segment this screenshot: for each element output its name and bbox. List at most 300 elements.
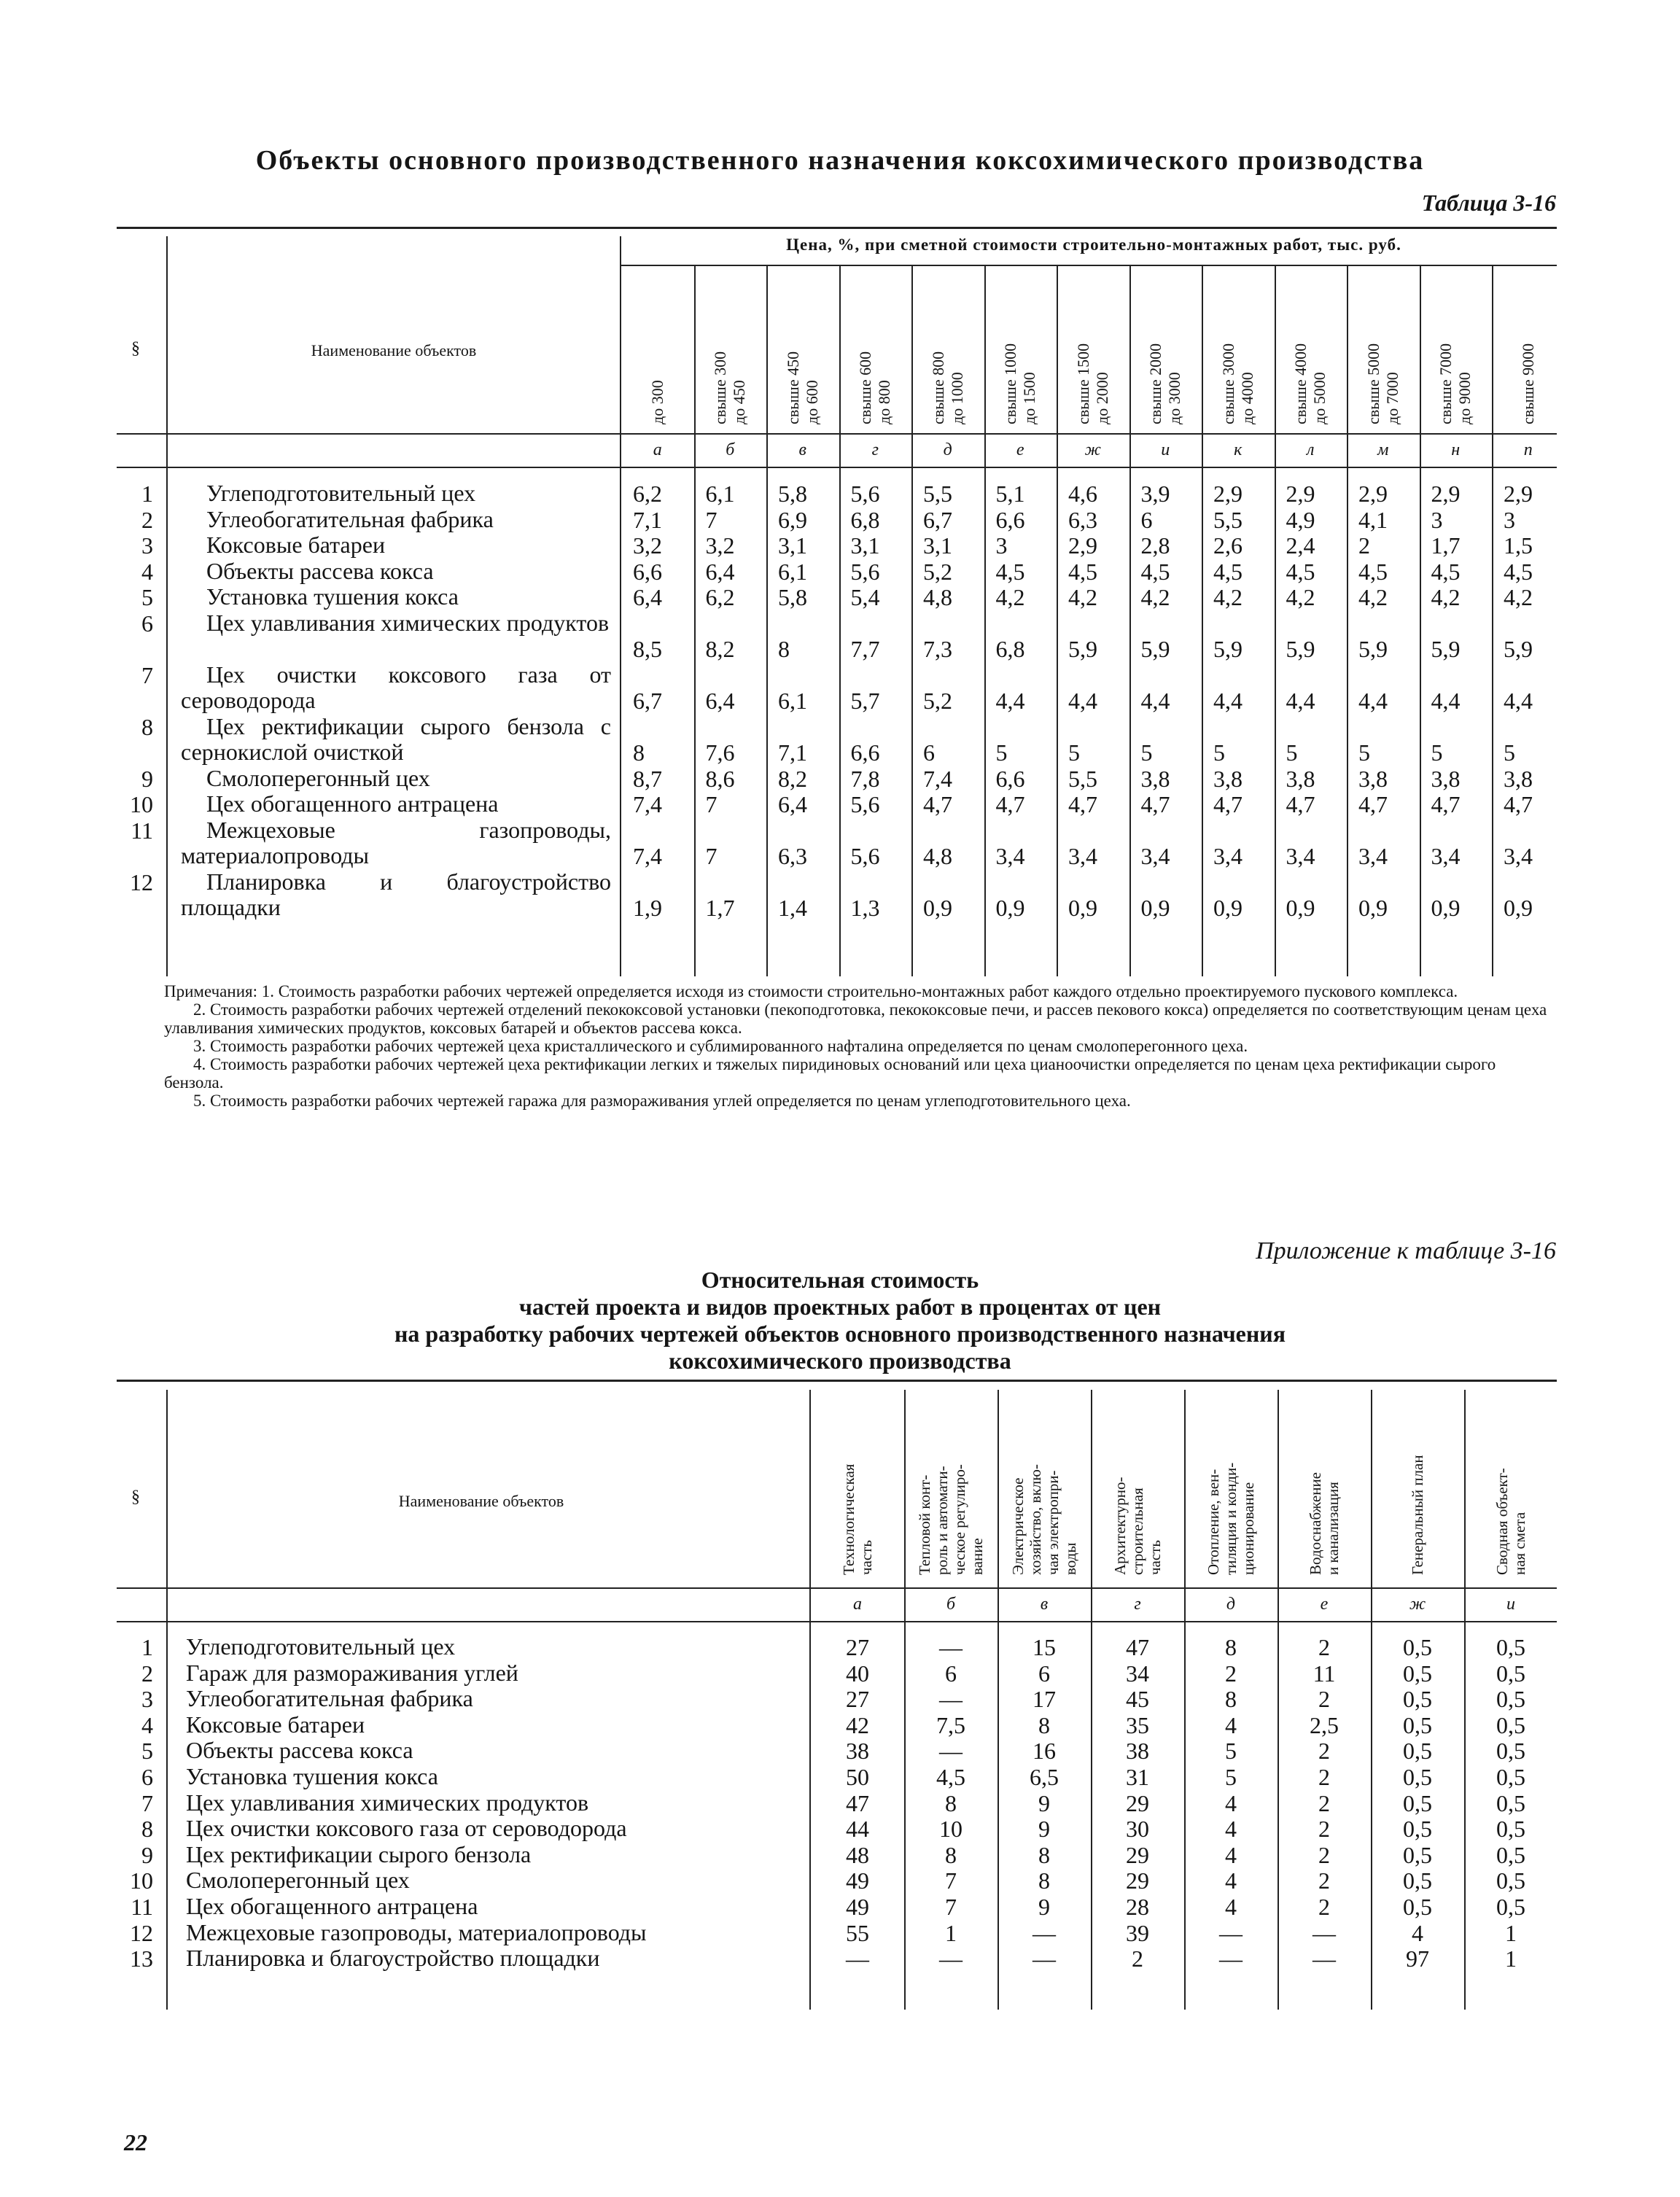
appendix-title-line: коксохимического производства [669, 1348, 1011, 1374]
table2-row-name: Установка тушения кокса [186, 1763, 438, 1789]
column-header-label: свыше 1500 до 2000 [1073, 343, 1111, 424]
column-header [711, 279, 749, 424]
column-letter: е [1016, 440, 1024, 459]
cell-value: 3 [995, 532, 1008, 559]
col-rule [1202, 266, 1203, 976]
cell-value: 8 [633, 739, 645, 766]
table2-cell-value: 7 [945, 1894, 957, 1920]
row-number: 6 [141, 610, 153, 637]
col-rule [1492, 266, 1493, 976]
table2-cell-value: 8 [1225, 1686, 1237, 1713]
table2-cell-value: 1 [1505, 1945, 1517, 1972]
column-letter: д [943, 440, 952, 459]
table2-cell-value: — [939, 1634, 962, 1660]
cell-value: 4,4 [1431, 688, 1461, 714]
table2-cell-value: 27 [846, 1634, 869, 1660]
table2-cell-value: — [1219, 1919, 1242, 1946]
column-header-label: свыше 5000 до 7000 [1364, 343, 1401, 424]
cell-value: 4,5 [1286, 558, 1315, 585]
cell-value: 4,2 [1358, 584, 1388, 610]
table2-column-header-label: Генеральный план [1409, 1455, 1426, 1575]
table2-column-letter: в [1040, 1595, 1049, 1614]
column-header-label: свыше 800 до 1000 [928, 351, 966, 424]
table2-cell-value: 8 [945, 1789, 957, 1816]
row-number: 3 [141, 532, 153, 559]
cell-value: 0,9 [1140, 895, 1170, 921]
table2-row-name: Планировка и благоустройство площадки [186, 1945, 600, 1972]
table2-row-number: 12 [130, 1919, 153, 1946]
table2-column-header-label: Архитектурно- строительная часть [1111, 1477, 1164, 1575]
column-header-label: свыше 9000 [1518, 343, 1537, 424]
cell-value: 4,2 [1286, 584, 1315, 610]
row-number: 11 [131, 817, 153, 844]
table2-row-name: Углеобогатительная фабрика [186, 1685, 473, 1712]
cell-value: 5,9 [1358, 636, 1388, 662]
table2-cell-value: 0,5 [1496, 1764, 1525, 1790]
cell-value: 4,2 [995, 584, 1025, 610]
table2-cell-value: 0,5 [1403, 1867, 1432, 1894]
note-paragraph: 3. Стоимость разработки рабочих чертежей цеха кристаллического и сублимированного нафталина определяется по ценам смолоперегонного цеха. [193, 1037, 1248, 1055]
cell-value: 5 [1068, 739, 1080, 766]
table2-cell-value: 16 [1032, 1738, 1056, 1765]
table2-cell-value: 45 [1126, 1686, 1149, 1713]
column-header [1001, 279, 1039, 424]
col-rule [839, 266, 841, 976]
table2-cell-value: 0,5 [1496, 1711, 1525, 1738]
cell-value: 4,2 [1213, 584, 1242, 610]
cell-value: 4,7 [923, 791, 952, 817]
table2-cell-value: 2 [1318, 1686, 1330, 1713]
table2-row-number: 4 [141, 1711, 153, 1738]
table2-cell-value: — [1312, 1919, 1336, 1946]
cell-value: 4,7 [1213, 791, 1242, 817]
cell-value: 6,1 [778, 688, 807, 714]
row-number: 9 [141, 765, 153, 792]
table2-cell-value: — [939, 1686, 962, 1713]
col-rule [1420, 266, 1421, 976]
cell-value: 6,4 [705, 688, 735, 714]
cell-value: 6,7 [633, 688, 662, 714]
appendix-title-line: Относительная стоимость [701, 1267, 979, 1293]
column-header-label: свыше 300 до 450 [711, 351, 749, 424]
table2-col-rule-num [166, 1390, 168, 2010]
table2-cell-value: 7 [945, 1867, 957, 1894]
appendix-title [0, 1267, 1680, 1374]
note-paragraph: Примечания: 1. Стоимость разработки рабочих чертежей определяется исходя из стоимости строительно-монтажных работ каждого отдельно проектируемого пускового комплекса. [164, 982, 1458, 1000]
cell-value: 0,9 [1213, 895, 1242, 921]
table2-row-number: 11 [131, 1894, 153, 1920]
column-header-label: до 300 [648, 380, 666, 424]
page-number: 22 [124, 2129, 147, 2155]
notes-block [164, 982, 1557, 1110]
table2-row-number: 5 [141, 1738, 153, 1765]
cell-value: 2,8 [1140, 532, 1170, 559]
table2-column-header-label: Технологическая часть [840, 1463, 875, 1575]
table2-col-rule-name [809, 1390, 811, 2010]
table2-cell-value: 29 [1126, 1867, 1149, 1894]
table2-cell-value: 44 [846, 1816, 869, 1843]
table2-cell-value: 0,5 [1496, 1789, 1525, 1816]
table2-num-header: § [131, 1488, 140, 1506]
table2-cell-value: — [1312, 1945, 1336, 1972]
table2-cell-value: 39 [1126, 1919, 1149, 1946]
column-header [1436, 279, 1474, 424]
table2-cell-value: 31 [1126, 1764, 1149, 1790]
cell-value: 2,9 [1068, 532, 1097, 559]
table2-cell-value: 5 [1225, 1738, 1237, 1765]
column-header-label: свыше 2000 до 3000 [1146, 343, 1184, 424]
table2-column-header-label: Сводная объект- ная смета [1493, 1468, 1528, 1575]
cell-value: 5 [1504, 739, 1515, 766]
col-rule [1057, 266, 1058, 976]
cell-value: 4,4 [1068, 688, 1097, 714]
table2-row-number: 1 [141, 1634, 153, 1660]
table2-col-rule [1091, 1390, 1092, 2010]
table2-cell-value: 8 [1038, 1867, 1050, 1894]
column-header-label: свыше 1000 до 1500 [1001, 343, 1039, 424]
cell-value: 3,4 [1431, 843, 1461, 869]
table2-column-letter: д [1226, 1595, 1236, 1614]
table2-cell-value: 4 [1225, 1711, 1237, 1738]
column-header [1291, 279, 1329, 424]
column-letter: к [1234, 440, 1242, 459]
cell-value: 2,4 [1286, 532, 1315, 559]
cell-value: 5,5 [923, 481, 952, 507]
table2-cell-value: 9 [1038, 1789, 1050, 1816]
cell-value: 5 [1431, 739, 1443, 766]
row-name: Смолоперегонный цех [206, 764, 430, 791]
table2-column-letter: г [1134, 1595, 1141, 1614]
table2-column-header [1111, 1393, 1164, 1575]
cell-value: 0,9 [1068, 895, 1097, 921]
cell-value: 4,2 [1140, 584, 1170, 610]
col-rule-name [620, 236, 621, 976]
table2-cell-value: 0,5 [1496, 1686, 1525, 1713]
table2-row-number: 3 [141, 1686, 153, 1713]
cell-value: 3,2 [633, 532, 662, 559]
table2-row-number: 2 [141, 1660, 153, 1687]
cell-value: 4,2 [1504, 584, 1533, 610]
cell-value: 4,5 [1068, 558, 1097, 585]
cell-value: 1,9 [633, 895, 662, 921]
cell-value: 0,9 [995, 895, 1025, 921]
table2-cell-value: 0,5 [1496, 1841, 1525, 1868]
cell-value: 8,2 [705, 636, 735, 662]
table2-cell-value: 35 [1126, 1711, 1149, 1738]
table2-cell-value: 4 [1225, 1894, 1237, 1920]
cell-value: 4,7 [1140, 791, 1170, 817]
cell-value: 4,4 [1140, 688, 1170, 714]
table2-cell-value: 49 [846, 1867, 869, 1894]
col-rule [911, 266, 913, 976]
cell-value: 4,7 [1286, 791, 1315, 817]
table2-row-name: Объекты рассева кокса [186, 1737, 413, 1764]
appendix-title-line: на разработку рабочих чертежей объектов основного производственного назначения [394, 1321, 1286, 1347]
header-bottom-rule [117, 433, 1557, 435]
cell-value: 8,7 [633, 765, 662, 792]
cell-value: 3,8 [1431, 765, 1461, 792]
cell-value: 3,4 [1068, 843, 1097, 869]
cell-value: 6,9 [778, 506, 807, 533]
cell-value: 3,4 [1140, 843, 1170, 869]
table2-cell-value: 6 [1038, 1660, 1050, 1687]
cell-value: 7,6 [705, 739, 735, 766]
cell-value: 5,6 [850, 843, 880, 869]
cell-value: 5,2 [923, 688, 952, 714]
table2-column-letter: а [853, 1595, 862, 1614]
row-name: Цех очистки коксового газа от сероводорода [181, 661, 611, 713]
cell-value: 2,9 [1431, 481, 1461, 507]
row-name: Углеподготовительный цех [206, 480, 476, 506]
table2-column-header [1009, 1393, 1079, 1575]
cell-value: 2,9 [1213, 481, 1242, 507]
cell-value: 5,9 [1286, 636, 1315, 662]
table2-cell-value: 4 [1412, 1919, 1423, 1946]
table2-cell-value: 5 [1225, 1764, 1237, 1790]
cell-value: 5,1 [995, 481, 1025, 507]
cell-value: 5,9 [1504, 636, 1533, 662]
cell-value: 4,8 [923, 843, 952, 869]
cell-value: 7,8 [850, 765, 880, 792]
cell-value: 4,2 [1068, 584, 1097, 610]
table2-cell-value: 47 [1126, 1634, 1149, 1660]
cell-value: 4,5 [1213, 558, 1242, 585]
table2-cell-value: 8 [1038, 1711, 1050, 1738]
col-rule [1347, 266, 1348, 976]
table2-col-rule [998, 1390, 999, 2010]
cell-value: 4,8 [923, 584, 952, 610]
column-header [1218, 279, 1256, 424]
cell-value: 6,2 [705, 584, 735, 610]
table2-row-name: Цех улавливания химических продуктов [186, 1789, 589, 1816]
table2-cell-value: 2 [1318, 1841, 1330, 1868]
table2-cell-value: 0,5 [1403, 1894, 1432, 1920]
cell-value: 3,1 [778, 532, 807, 559]
table2-cell-value: 48 [846, 1841, 869, 1868]
table2-cell-value: 27 [846, 1686, 869, 1713]
cell-value: 7,4 [633, 843, 662, 869]
table2-cell-value: 2 [1318, 1894, 1330, 1920]
table2-row-number: 6 [141, 1764, 153, 1790]
table2-top-rule [117, 1380, 1557, 1382]
note-paragraph: 4. Стоимость разработки рабочих чертежей цеха ректификации легких и тяжелых пиридиновых оснований или цеха цианоочистки определяется по ценам цеха ректификации сырого бензола. [164, 1055, 1496, 1092]
cell-value: 2,9 [1358, 481, 1388, 507]
table2-cell-value: 0,5 [1496, 1634, 1525, 1660]
column-letter: н [1451, 440, 1461, 459]
column-header-label: свыше 3000 до 4000 [1218, 343, 1256, 424]
table2-row-number: 9 [141, 1841, 153, 1868]
table2-column-letter: б [946, 1595, 956, 1614]
column-header [643, 279, 672, 424]
column-header [1073, 279, 1111, 424]
appendix-title-line: частей проекта и видов проектных работ в процентах от цен [518, 1294, 1162, 1320]
table2-cell-value: 0,5 [1496, 1867, 1525, 1894]
table2-cell-value: 6 [945, 1660, 957, 1687]
cell-value: 6,1 [778, 558, 807, 585]
table2-cell-value: 0,5 [1403, 1764, 1432, 1790]
cell-value: 7 [705, 791, 718, 817]
table2-cell-value: 0,5 [1403, 1686, 1432, 1713]
cell-value: 0,9 [1286, 895, 1315, 921]
row-number: 10 [130, 791, 153, 817]
cell-value: 3,2 [705, 532, 735, 559]
cell-value: 8,2 [778, 765, 807, 792]
cell-value: 3,8 [1213, 765, 1242, 792]
table2-cell-value: 50 [846, 1764, 869, 1790]
cell-value: 5,8 [778, 481, 807, 507]
cell-value: 5,5 [1213, 506, 1242, 533]
cell-value: 5,9 [1068, 636, 1097, 662]
table2-cell-value: 0,5 [1403, 1789, 1432, 1816]
table2-cell-value: — [1032, 1919, 1056, 1946]
table2-row-name: Цех обогащенного антрацена [186, 1893, 478, 1919]
table2-cell-value: 2 [1318, 1867, 1330, 1894]
table2-cell-value: 47 [846, 1789, 869, 1816]
cell-value: 5,5 [1068, 765, 1097, 792]
cell-value: 3 [1431, 506, 1443, 533]
table2-row-name: Углеподготовительный цех [186, 1633, 456, 1660]
table2-column-header-label: Отопление, вен- тиляция и конди- ционирование [1205, 1462, 1257, 1575]
cell-value: 6 [1140, 506, 1153, 533]
table2-column-header-label: Водоснабжение и канализация [1307, 1471, 1342, 1575]
column-letter: и [1161, 440, 1170, 459]
table2-cell-value: 2 [1318, 1789, 1330, 1816]
cell-value: 6,1 [705, 481, 735, 507]
appendix-label: Приложение к таблице 3-16 [1256, 1237, 1556, 1264]
cell-value: 5 [1213, 739, 1225, 766]
row-number: 12 [130, 868, 153, 895]
cell-value: 4,5 [1140, 558, 1170, 585]
column-header [856, 279, 894, 424]
cell-value: 7,3 [923, 636, 952, 662]
column-header-label: свыше 600 до 800 [856, 351, 894, 424]
table2-cell-value: 0,5 [1403, 1738, 1432, 1765]
cell-value: 3,8 [1504, 765, 1533, 792]
table2-row-name: Коксовые батареи [186, 1711, 365, 1738]
table2-cell-value: 97 [1406, 1945, 1429, 1972]
cell-value: 6,3 [1068, 506, 1097, 533]
note-paragraph: 5. Стоимость разработки рабочих чертежей гаража для размораживания углей определяется по ценам углеподготовительного цеха. [193, 1092, 1131, 1110]
cell-value: 4,1 [1358, 506, 1388, 533]
table2-cell-value: 17 [1032, 1686, 1056, 1713]
table2-cell-value: 38 [846, 1738, 869, 1765]
table2-column-header [1205, 1393, 1257, 1575]
cell-value: 2,9 [1286, 481, 1315, 507]
note-paragraph: 2. Стоимость разработки рабочих чертежей отделений пекококсовой установки (пекоподготовка, пекококсовые печи, и рассев пекового кокса) определяется по соответствующим ценам цеха улавливания химических продуктов, коксовых батарей и объектов рассева кокса. [164, 1000, 1547, 1037]
row-name: Объекты рассева кокса [206, 557, 434, 584]
table2-row-name: Межцеховые газопроводы, материалопроводы [186, 1918, 647, 1945]
column-header-label: свыше 450 до 600 [783, 351, 821, 424]
row-number: 4 [141, 558, 153, 585]
cell-value: 3,1 [850, 532, 880, 559]
cell-value: 4,5 [1431, 558, 1461, 585]
cell-value: 1,3 [850, 895, 880, 921]
cell-value: 0,9 [1358, 895, 1388, 921]
col-rule [1275, 266, 1276, 976]
table2-cell-value: — [1032, 1945, 1056, 1972]
table2-letters-rule [117, 1621, 1557, 1622]
table2-cell-value: — [1219, 1945, 1242, 1972]
cell-value: 5,8 [778, 584, 807, 610]
table2-cell-value: 9 [1038, 1894, 1050, 1920]
table2-cell-value: 2 [1132, 1945, 1143, 1972]
cell-value: 3,4 [1213, 843, 1242, 869]
cell-value: 5,9 [1431, 636, 1461, 662]
cell-value: 5 [995, 739, 1008, 766]
cell-value: 6,8 [995, 636, 1025, 662]
cell-value: 6,6 [995, 765, 1025, 792]
cell-value: 3,1 [923, 532, 952, 559]
cell-value: 5,6 [850, 791, 880, 817]
name-header: Наименование объектов [311, 341, 477, 359]
cell-value: 3,8 [1358, 765, 1388, 792]
table2-cell-value: 0,5 [1496, 1816, 1525, 1843]
table2-cell-value: 8 [945, 1841, 957, 1868]
table2-cell-value: 29 [1126, 1789, 1149, 1816]
table2-row-number: 13 [130, 1945, 153, 1972]
cell-value: 6,3 [778, 843, 807, 869]
row-name: Цех обогащенного антрацена [206, 790, 499, 817]
col-rule [1129, 266, 1131, 976]
cell-value: 3,4 [1504, 843, 1533, 869]
column-letter: б [726, 440, 735, 459]
table2-row-name: Гараж для размораживания углей [186, 1659, 518, 1686]
cell-value: 6,7 [923, 506, 952, 533]
cell-value: 6,6 [850, 739, 880, 766]
cell-value: 4,5 [995, 558, 1025, 585]
table2-name-header: Наименование объектов [398, 1492, 564, 1510]
cell-value: 5,9 [1140, 636, 1170, 662]
table2-cell-value: 6,5 [1030, 1764, 1059, 1790]
table2-cell-value: 8 [1038, 1841, 1050, 1868]
col-rule [984, 266, 986, 976]
table2-col-rule [1184, 1390, 1186, 2010]
row-number: 1 [141, 481, 153, 507]
table2-cell-value: 55 [846, 1919, 869, 1946]
column-header-label: свыше 4000 до 5000 [1291, 343, 1329, 424]
row-number: 2 [141, 506, 153, 533]
cell-value: 4,4 [1286, 688, 1315, 714]
cell-value: 5,6 [850, 558, 880, 585]
row-number: 7 [141, 661, 153, 688]
cell-value: 3,9 [1140, 481, 1170, 507]
row-name: Коксовые батареи [206, 532, 386, 558]
table2-col-rule [904, 1390, 906, 2010]
cell-value: 6 [923, 739, 935, 766]
cell-value: 4,7 [1068, 791, 1097, 817]
column-header [1514, 279, 1543, 424]
table2-column-letter: е [1320, 1595, 1329, 1614]
column-header [1146, 279, 1184, 424]
cell-value: 5 [1358, 739, 1370, 766]
table2-cell-value: 2 [1318, 1738, 1330, 1765]
col-rule [766, 266, 768, 976]
cell-value: 5 [1286, 739, 1298, 766]
col-rule [694, 266, 696, 976]
row-number: 8 [141, 713, 153, 740]
cell-value: 4,5 [1358, 558, 1388, 585]
cell-value: 4,2 [1431, 584, 1461, 610]
row-name: Планировка и благоустройство площадки [181, 868, 611, 920]
column-letter: г [871, 440, 879, 459]
table2-cell-value: 42 [846, 1711, 869, 1738]
table2-cell-value: 0,5 [1403, 1841, 1432, 1868]
cell-value: 0,9 [1431, 895, 1461, 921]
table2-column-header-label: Тепловой конт- роль и автомати- ческое регулиро- вание [916, 1464, 986, 1575]
row-name: Цех ректификации сырого бензола с сернокислой очисткой [181, 712, 611, 765]
table2-cell-value: 0,5 [1496, 1894, 1525, 1920]
table2-cell-value: 29 [1126, 1841, 1149, 1868]
